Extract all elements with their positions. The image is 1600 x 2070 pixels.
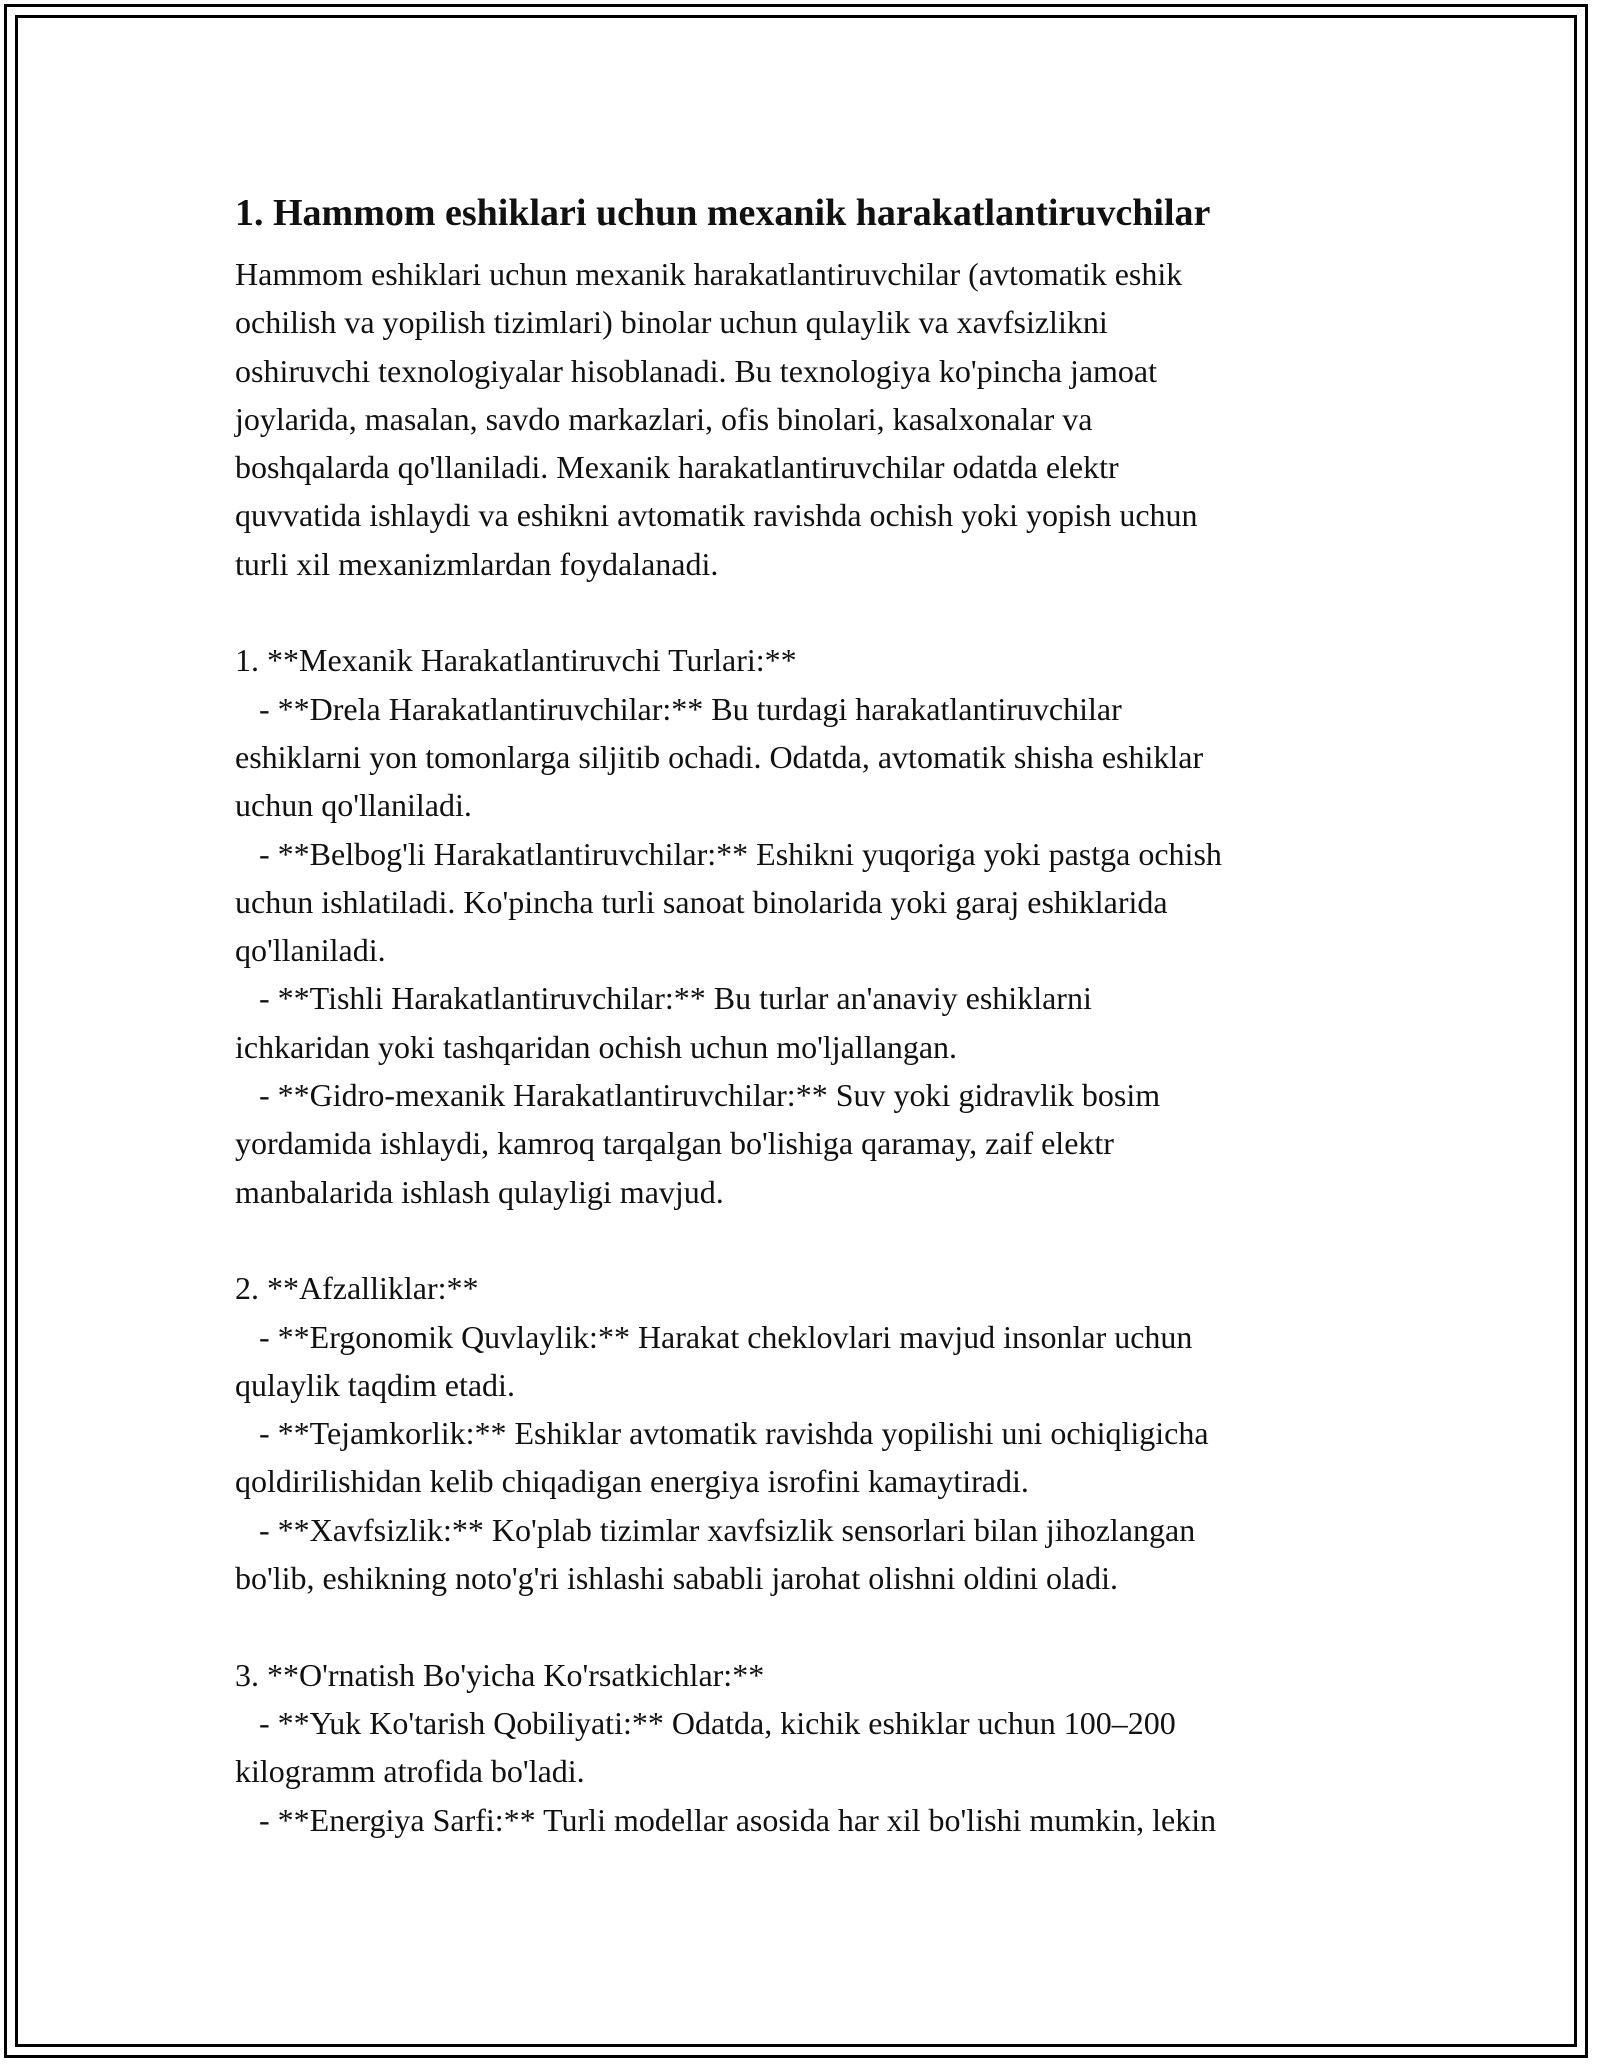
text-line: qulaylik taqdim etadi. xyxy=(235,1366,515,1403)
text-line: boshqalarda qo'llaniladi. Mexanik harakatlantiruvchilar odatda elektr xyxy=(235,449,1119,486)
list-item-line: - **Xavfsizlik:** Ko'plab tizimlar xavfsizlik sensorlari bilan jihozlangan xyxy=(235,1511,1196,1548)
text-line: turli xil mexanizmlardan foydalanadi. xyxy=(235,545,719,582)
text-line: yordamida ishlaydi, kamroq tarqalgan bo'lishiga qaramay, zaif elektr xyxy=(235,1125,1114,1162)
text-line: qo'llaniladi. xyxy=(235,932,386,969)
document-title: 1. Hammom eshiklari uchun mexanik harakatlantiruvchilar xyxy=(235,192,1211,234)
document-body xyxy=(235,186,1385,1844)
section-heading-line: 2. **Afzalliklar:** xyxy=(235,1270,479,1307)
list-item-line: - **Belbog'li Harakatlantiruvchilar:** Eshikni yuqoriga yoki pastga ochish xyxy=(235,835,1222,872)
list-item-line: - **Tishli Harakatlantiruvchilar:** Bu turlar an'anaviy eshiklarni xyxy=(235,980,1092,1017)
list-item-line: - **Energiya Sarfi:** Turli modellar asosida har xil bo'lishi mumkin, lekin xyxy=(235,1801,1217,1838)
text-line: oshiruvchi texnologiyalar hisoblanadi. Bu texnologiya ko'pincha jamoat xyxy=(235,352,1158,389)
section-types xyxy=(235,636,1385,1216)
text-line: bo'lib, eshikning noto'g'ri ishlashi sababli jarohat olishni oldini oladi. xyxy=(235,1560,1118,1597)
text-line: ochilish va yopilish tizimlari) binolar uchun qulaylik va xavfsizlikni xyxy=(235,304,1108,341)
text-line: qoldirilishidan kelib chiqadigan energiya isrofini kamaytiradi. xyxy=(235,1463,1029,1500)
intro-paragraph xyxy=(235,250,1385,588)
blank-line xyxy=(235,1216,1385,1264)
section-heading-line: 3. **O'rnatish Bo'yicha Ko'rsatkichlar:** xyxy=(235,1656,765,1693)
list-item-line: - **Yuk Ko'tarish Qobiliyati:** Odatda, kichik eshiklar uchun 100–200 xyxy=(235,1704,1176,1741)
list-item-line: - **Gidro-mexanik Harakatlantiruvchilar:** Suv yoki gidravlik bosim xyxy=(235,1077,1161,1114)
list-item-line: - **Drela Harakatlantiruvchilar:** Bu turdagi harakatlantiruvchilar xyxy=(235,690,1122,727)
text-line: ichkaridan yoki tashqaridan ochish uchun mo'ljallangan. xyxy=(235,1028,958,1065)
text-line: eshiklarni yon tomonlarga siljitib ochadi. Odatda, avtomatik shisha eshiklar xyxy=(235,738,1204,775)
text-line: quvvatida ishlaydi va eshikni avtomatik ravishda ochish yoki yopish uchun xyxy=(235,497,1198,534)
list-item-line: - **Ergonomik Quvlaylik:** Harakat cheklovlari mavjud insonlar uchun xyxy=(235,1318,1193,1355)
blank-line xyxy=(235,588,1385,636)
section-heading-line: 1. **Mexanik Harakatlantiruvchi Turlari:** xyxy=(235,642,797,679)
text-line: joylarida, masalan, savdo markazlari, ofis binolari, kasalxonalar va xyxy=(235,400,1093,437)
section-advantages xyxy=(235,1264,1385,1602)
blank-line xyxy=(235,1602,1385,1650)
list-item-line: - **Tejamkorlik:** Eshiklar avtomatik ravishda yopilishi uni ochiqligicha xyxy=(235,1415,1209,1452)
section-installation xyxy=(235,1651,1385,1844)
text-line: uchun ishlatiladi. Ko'pincha turli sanoat binolarida yoki garaj eshiklarida xyxy=(235,883,1168,920)
text-line: manbalarida ishlash qulayligi mavjud. xyxy=(235,1173,724,1210)
text-line: uchun qo'llaniladi. xyxy=(235,787,472,824)
text-line: kilogramm atrofida bo'ladi. xyxy=(235,1753,585,1790)
text-line: Hammom eshiklari uchun mexanik harakatlantiruvchilar (avtomatik eshik xyxy=(235,256,1183,292)
